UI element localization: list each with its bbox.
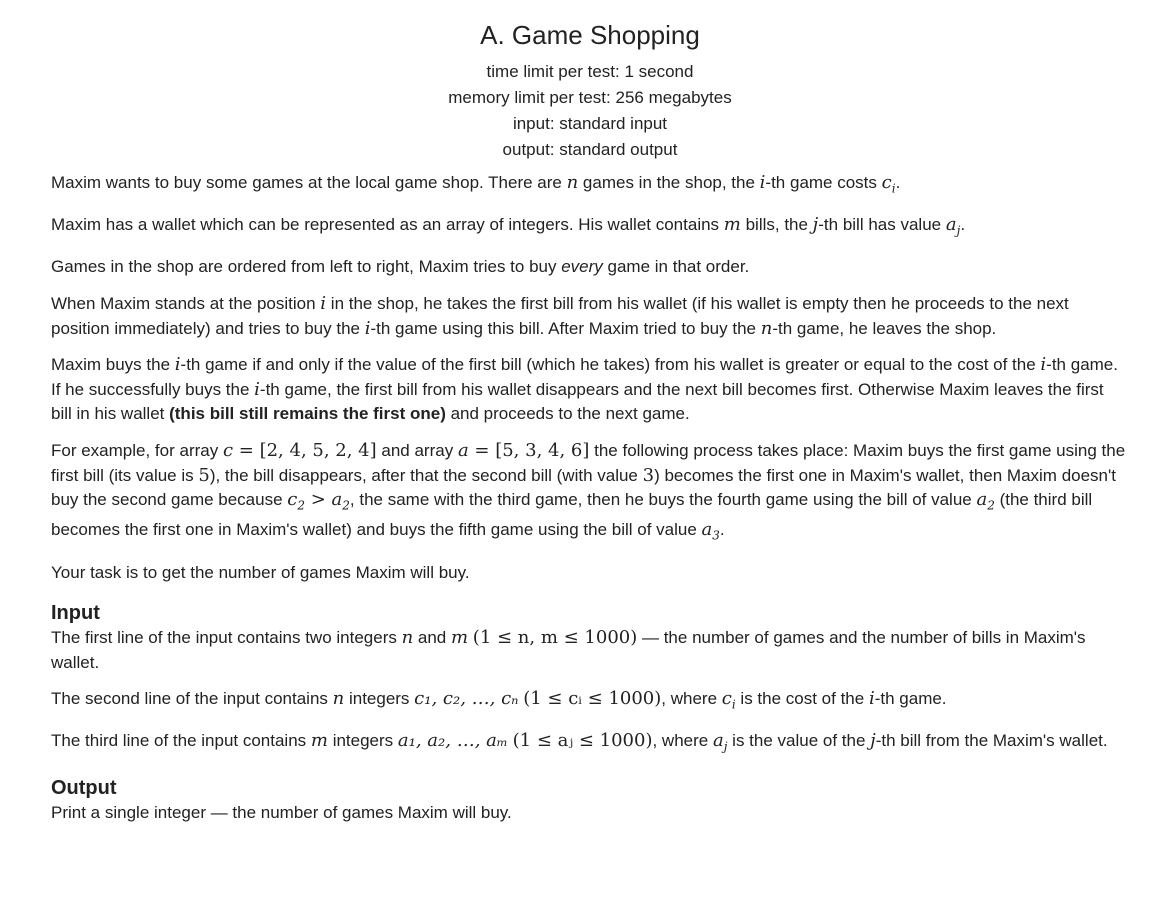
math-i: i: [1040, 354, 1047, 376]
text-span: .: [895, 173, 901, 192]
text-span: is the cost of the: [735, 689, 869, 709]
statement-paragraph-6: [51, 439, 1129, 549]
math-a-3: [701, 519, 720, 543]
input-type: [51, 111, 1129, 137]
text-span: -th game if and only if the value of the first bill (which he takes) from his wallet is greater or equal to the cost of the: [180, 355, 1041, 375]
text-span: in the shop, he takes the first bill from his wallet (if his wallet is empty then he proceeds to the next position immediately) and tries to buy the: [51, 293, 1069, 338]
math-symbol: c: [721, 688, 732, 710]
text-span: The third line of the input contains: [51, 731, 311, 751]
text-span: Maxim wants to buy some games at the local game shop. There are: [51, 173, 567, 192]
math-c: c: [222, 439, 234, 461]
math-equals: =: [233, 439, 260, 461]
math-range: (1 ≤ n, m ≤ 1000): [472, 627, 638, 649]
text-span: -th game, the first bill from his wallet disappears and the next bill becomes first. Otherwise Maxim leaves the first bill in his wallet: [51, 379, 1104, 424]
math-a-2: [976, 489, 995, 513]
statement-paragraph-4: [51, 292, 1129, 341]
math-symbol: a: [701, 519, 713, 541]
math-i: i: [759, 172, 766, 193]
time-limit: [51, 59, 1129, 85]
memory-limit-label: memory limit per test:: [448, 88, 611, 107]
memory-limit-value: 256 megabytes: [615, 88, 732, 107]
text-span: ), the bill disappears, after that the second bill (with value: [209, 465, 643, 485]
statement-paragraph-3: [51, 255, 1129, 280]
math-m: m: [310, 730, 328, 752]
math-subscript: j: [723, 740, 728, 755]
statement-paragraph-1: [51, 171, 1129, 201]
text-span: Games in the shop are ordered from left to right, Maxim tries to buy: [51, 257, 562, 277]
text-span: , the same with the third game, then he buys the fourth game using the bill of value: [349, 490, 977, 510]
math-c-2: [287, 489, 306, 513]
math-n: n: [401, 627, 414, 649]
text-span: ) becomes the first one in Maxim's wallet, then Maxim doesn't buy the second game because: [51, 465, 1116, 510]
text-span: — the number of games and the number of bills in Maxim's wallet.: [51, 628, 1086, 672]
math-value-3: 3: [642, 464, 655, 486]
problem-header: [51, 0, 1129, 163]
math-symbol: c: [881, 172, 892, 193]
text-span: games in the shop, the: [578, 173, 760, 192]
math-c-sequence: c₁, c₂, …, cₙ: [414, 688, 519, 710]
math-a-sequence: a₁, a₂, …, aₘ: [397, 730, 508, 752]
math-subscript: j: [956, 223, 961, 238]
math-symbol: a: [945, 214, 957, 236]
output-type: [51, 137, 1129, 163]
text-span: -th game. If he successfully buys the: [51, 355, 1118, 399]
math-symbol: a: [712, 730, 724, 752]
text-span: bills, the: [740, 215, 813, 235]
math-m: m: [723, 214, 741, 236]
input-section-title: Input: [51, 602, 100, 625]
output-type-label: output:: [502, 140, 555, 159]
math-c-i: [721, 688, 736, 712]
emphasis-every: every: [561, 257, 603, 277]
math-j: j: [812, 214, 819, 236]
text-span: and proceeds to the next game.: [445, 404, 690, 424]
problem-title: A. Game Shopping: [480, 20, 700, 50]
bold-note: (this bill still remains the first one): [169, 404, 446, 424]
math-i: i: [868, 688, 875, 710]
math-range: (1 ≤ cᵢ ≤ 1000): [523, 688, 662, 710]
math-i: i: [254, 378, 260, 400]
math-i: i: [364, 317, 371, 339]
text-span: game in that order.: [602, 257, 750, 277]
math-a-2: [331, 489, 350, 513]
text-span: and array: [376, 440, 458, 460]
math-subscript: 2: [342, 498, 350, 513]
text-span: -th bill has value: [818, 215, 946, 235]
math-i: i: [320, 292, 327, 314]
math-c-i: [881, 172, 896, 196]
text-span: Maxim buys the: [51, 355, 175, 375]
problem-statement: [51, 171, 1129, 825]
text-span: The first line of the input contains two integers: [51, 628, 402, 648]
math-range: (1 ≤ aⱼ ≤ 1000): [512, 730, 653, 752]
output-section-title: Output: [51, 776, 117, 799]
text-span: .: [960, 215, 966, 235]
math-value-5: 5: [198, 464, 210, 486]
text-span: the following process takes place: Maxim buys the first game using the first bill (its value is: [51, 440, 1126, 485]
text-span: For example, for array: [51, 440, 223, 460]
text-span: When Maxim stands at the position: [51, 293, 321, 313]
math-subscript: 2: [987, 498, 995, 513]
text-span: is the value of the: [727, 731, 871, 751]
input-type-label: input:: [512, 114, 555, 133]
text-span: The second line of the input contains: [51, 689, 333, 709]
text-span: -th game.: [874, 689, 947, 709]
text-span: (the third bill becomes the first one in Maxim's wallet) and buys the fifth game using the bill of value: [51, 490, 1093, 540]
text-span: integers: [344, 689, 415, 709]
text-span: integers: [327, 731, 398, 751]
text-span: .: [719, 520, 725, 540]
math-subscript: 2: [297, 498, 306, 513]
math-subscript: i: [731, 697, 736, 712]
text-span: -th game, he leaves the shop.: [772, 318, 997, 338]
math-c-array: [2, 4, 5, 2, 4]: [259, 439, 377, 461]
input-paragraph-1: [51, 626, 1129, 675]
math-subscript: 3: [712, 528, 720, 543]
input-type-value: standard input: [559, 114, 668, 133]
math-n: n: [760, 317, 773, 339]
math-a-array: [5, 3, 4, 6]: [495, 439, 590, 461]
text-span: -th game costs: [765, 173, 882, 192]
text-span: , where: [652, 731, 713, 751]
text-span: , where: [661, 689, 722, 709]
text-span: and: [413, 628, 451, 648]
math-subscript: i: [891, 181, 896, 196]
math-symbol: a: [976, 489, 988, 511]
math-m: m: [450, 627, 469, 649]
math-n: n: [332, 688, 345, 710]
statement-paragraph-7: Your task is to get the number of games Maxim will buy.: [51, 562, 470, 582]
math-a-j: [712, 730, 728, 755]
math-i: i: [174, 354, 181, 376]
math-greater: >: [305, 489, 332, 511]
statement-paragraph-5: [51, 353, 1129, 427]
input-paragraph-2: [51, 687, 1129, 717]
math-symbol: c: [287, 489, 298, 511]
time-limit-value: 1 second: [624, 62, 694, 81]
input-paragraph-3: [51, 729, 1129, 759]
statement-paragraph-2: [51, 213, 1129, 243]
math-n: n: [566, 172, 579, 193]
text-span: -th bill from the Maxim's wallet.: [875, 731, 1108, 751]
math-equals: =: [468, 439, 496, 461]
math-a: a: [457, 439, 469, 461]
output-type-value: standard output: [559, 140, 678, 159]
text-span: -th game using this bill. After Maxim tried to buy the: [370, 318, 761, 338]
output-paragraph: Print a single integer — the number of games Maxim will buy.: [51, 802, 512, 822]
time-limit-label: time limit per test:: [486, 62, 620, 81]
math-symbol: a: [331, 489, 343, 511]
text-span: Maxim has a wallet which can be represented as an array of integers. His wallet contains: [51, 215, 724, 235]
math-j: j: [870, 730, 876, 752]
math-a-j: [945, 214, 961, 238]
memory-limit: [51, 85, 1129, 111]
